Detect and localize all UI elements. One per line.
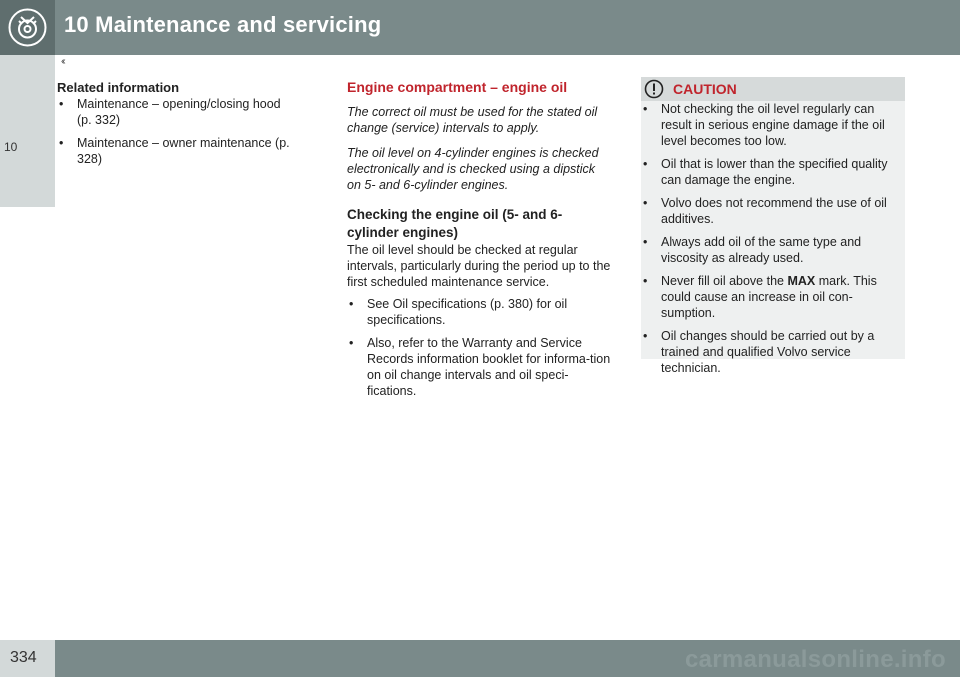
subsection-title: Checking the engine oil (5- and 6-cylinder engines) <box>347 207 563 240</box>
intro-paragraph: The oil level on 4-cylinder engines is checked electronically and is checked using a dipstick on 5- and 6-cylinder engines. <box>347 146 599 192</box>
related-links-list <box>57 96 297 167</box>
related-link[interactable]: • Maintenance – opening/closing hood (p. 332) <box>57 96 297 128</box>
caution-box <box>641 77 905 375</box>
oil-bullet-item: • Also, refer to the Warranty and Service Records information booklet for informa-tion on oil change intervals and oil speci-fications. <box>347 335 612 399</box>
caution-item: • Volvo does not recommend the use of oil additives. <box>641 195 905 227</box>
caution-item: • Not checking the oil level regularly can result in serious engine damage if the oil level becomes too low. <box>641 101 905 149</box>
caution-item <box>641 273 905 321</box>
intro-paragraph: The correct oil must be used for the stated oil change (service) intervals to apply. <box>347 105 598 135</box>
body-paragraph: The oil level should be checked at regular intervals, particularly during the period up to the first scheduled maintenance service. <box>347 243 611 289</box>
oil-bullet-list <box>347 296 612 399</box>
engine-oil-section <box>347 104 612 406</box>
caution-header <box>641 77 905 101</box>
chapter-tab-number: 10 <box>4 140 18 154</box>
chapter-icon-box <box>0 0 55 55</box>
caution-item: • Oil that is lower than the specified quality can damage the engine. <box>641 156 905 188</box>
oil-bullet-item[interactable]: • See Oil specifications (p. 380) for oil specifications. <box>347 296 612 328</box>
section-title: Engine compartment – engine oil <box>347 79 568 95</box>
caution-title: CAUTION <box>673 81 737 97</box>
chapter-side-tab[interactable] <box>0 55 55 207</box>
related-information-title: Related information <box>57 80 180 95</box>
related-link[interactable]: • Maintenance – owner maintenance (p. 328) <box>57 135 297 167</box>
caution-item: • Always add oil of the same type and viscosity as already used. <box>641 234 905 266</box>
caution-item: • Oil changes should be carried out by a trained and qualified Volvo service technician. <box>641 328 905 376</box>
gear-wrench-icon <box>7 7 48 48</box>
caution-text: Never fill oil above the <box>661 274 788 288</box>
related-information-section <box>57 80 297 174</box>
chapter-header <box>0 0 960 55</box>
caution-list <box>641 101 905 376</box>
watermark: carmanualsonline.info <box>684 646 946 673</box>
max-mark-label: MAX <box>787 274 816 288</box>
page-title: 10 Maintenance and servicing <box>64 12 382 37</box>
caution-text: mark. This could cause an increase in oil con-sumption. <box>661 274 877 320</box>
page-number: 334 <box>10 649 37 666</box>
warning-icon <box>644 79 664 99</box>
continued-marker: ‹‹ <box>61 56 64 67</box>
